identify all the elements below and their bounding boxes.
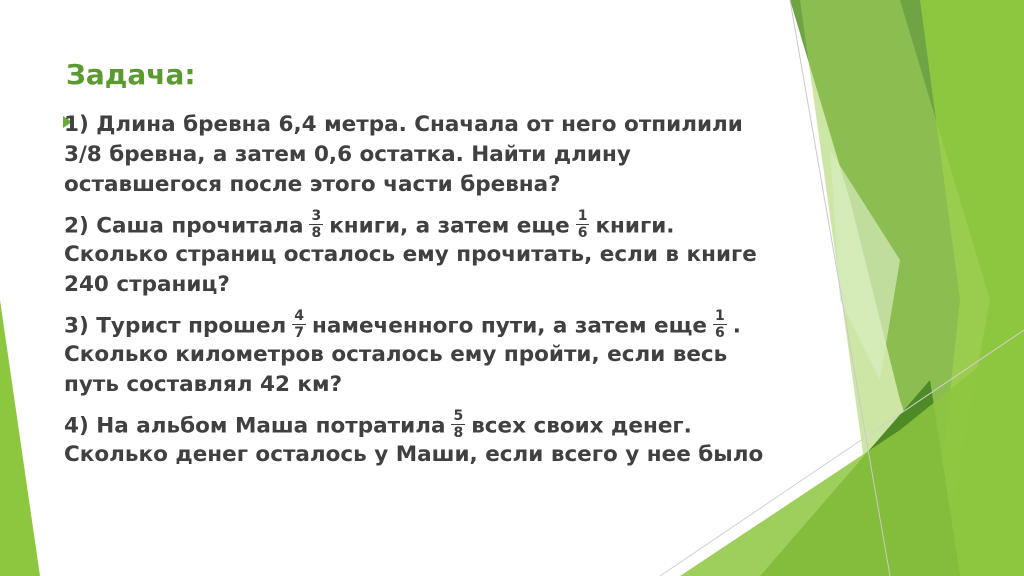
fraction-numerator: 1 <box>577 208 588 224</box>
fraction-denominator: 6 <box>577 225 588 241</box>
problem-4 <box>64 410 784 470</box>
problem-2-line-2: Сколько страниц осталось ему прочитать, если в книге <box>64 242 757 267</box>
slide-title: Задача: <box>66 58 196 91</box>
problem-3-line-3: путь составлял 42 км? <box>64 372 343 397</box>
fraction-denominator: 8 <box>311 225 322 241</box>
problem-3 <box>64 310 784 400</box>
fraction-denominator: 7 <box>294 325 305 341</box>
problem-1 <box>64 110 784 200</box>
problem-2-text-a: 2) Саша прочитала <box>64 213 304 239</box>
fraction-numerator: 1 <box>714 308 725 324</box>
fraction-1-6 <box>713 308 727 341</box>
problem-4-text-a: 4) На альбом Маша потратила <box>64 413 446 439</box>
fraction-4-7 <box>292 308 306 341</box>
fraction-numerator: 4 <box>294 308 305 324</box>
problem-4-text-b: всех своих денег. <box>471 413 692 439</box>
problem-4-line-1 <box>64 410 784 440</box>
fraction-3-8 <box>309 208 323 241</box>
fraction-numerator: 3 <box>311 208 322 224</box>
fraction-1-6 <box>576 208 590 241</box>
problem-2 <box>64 210 784 300</box>
fraction-5-8 <box>451 408 465 441</box>
fraction-numerator: 5 <box>453 408 464 424</box>
fraction-denominator: 8 <box>453 425 464 441</box>
problem-3-text-a: 3) Турист прошел <box>64 313 287 339</box>
problems-body <box>64 110 784 508</box>
problem-3-line-1 <box>64 310 784 340</box>
problem-1-line-2: 3/8 бревна, а затем 0,6 остатка. Найти длину <box>64 142 631 167</box>
problem-1-line-3: оставшегося после этого части бревна? <box>64 172 561 197</box>
problem-2-line-3: 240 страниц? <box>64 272 230 297</box>
problem-2-line-1 <box>64 210 784 240</box>
left-strip <box>0 300 40 576</box>
problem-3-text-b: намеченного пути, а затем еще <box>312 313 707 339</box>
problem-3-text-c: . <box>732 313 741 339</box>
fraction-denominator: 6 <box>714 325 725 341</box>
problem-2-text-b: книги, а затем еще <box>329 213 570 239</box>
problem-1-line-1: 1) Длина бревна 6,4 метра. Сначала от него отпилили <box>64 112 743 137</box>
problem-3-line-2: Сколько километров осталось ему пройти, если весь <box>64 342 728 367</box>
problem-4-line-2: Сколько денег осталось у Маши, если всего у нее было <box>64 442 764 467</box>
problem-2-text-c: книги. <box>595 213 675 239</box>
